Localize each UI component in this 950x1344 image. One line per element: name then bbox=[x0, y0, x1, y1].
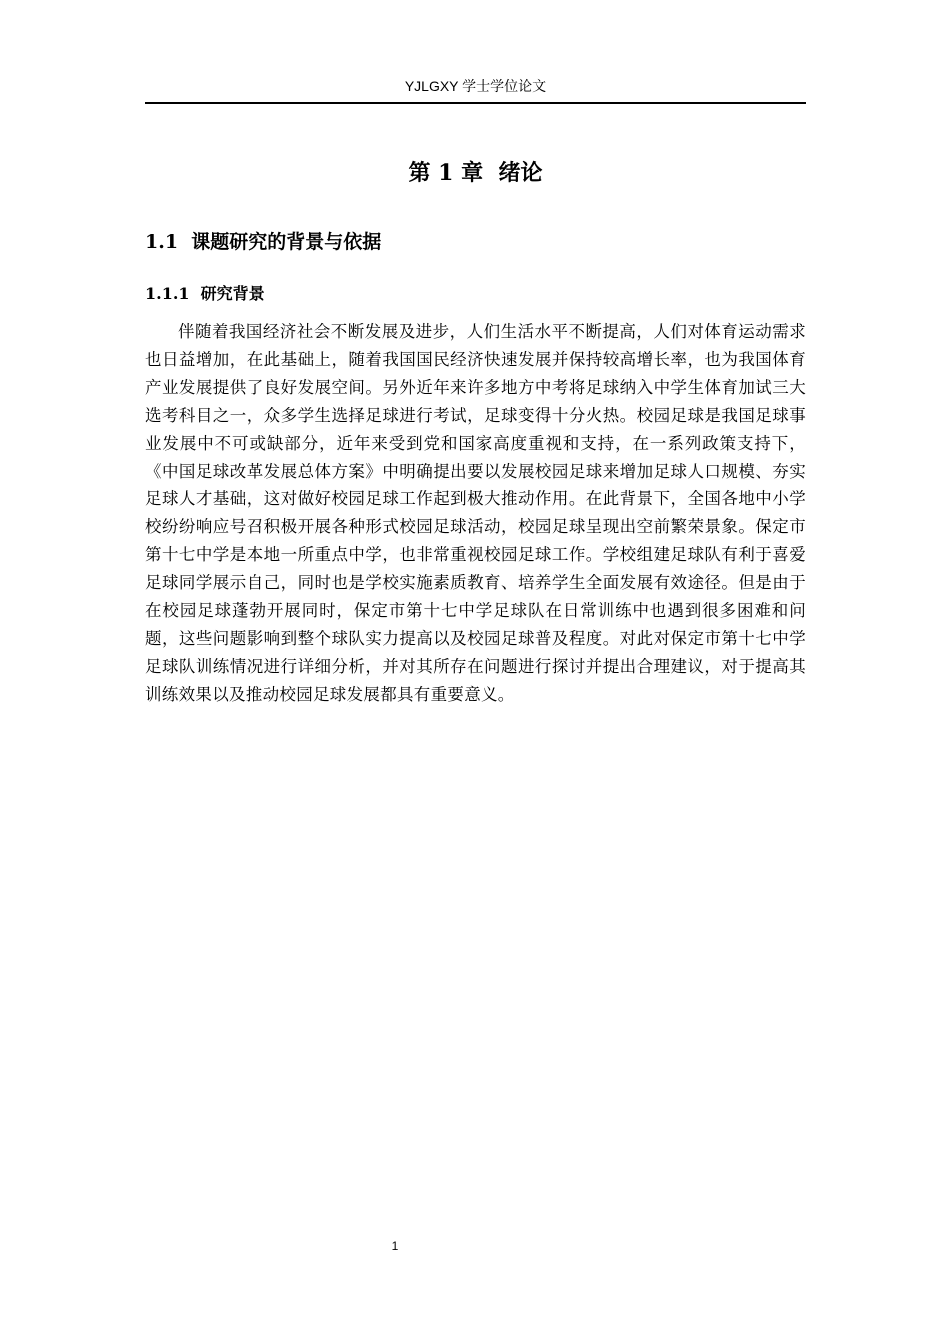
body-paragraph: 伴随着我国经济社会不断发展及进步，人们生活水平不断提高，人们对体育运动需求也日益增加，在此基础上，随着我国国民经济快速发展并保持较高增长率，也为我国体育产业发展提供了良好发展空间。另外近年来许多地方中考将足球纳入中学生体育加试三大选考科目之一，众多学生选择足球进行考试，足球变得十分火热。校园足球是我国足球事业发展中不可或缺部分，近年来受到党和国家高度重视和支持，在一系列政策支持下，《中国足球改革发展总体方案》中明确提出要以发展校园足球来增加足球人口规模、夯实足球人才基础，这对做好校园足球工作起到极大推动作用。在此背景下，全国各地中小学校纷纷响应号召积极开展各种形式校园足球活动，校园足球呈现出空前繁荣景象。保定市第十七中学是本地一所重点中学，也非常重视校园足球工作。学校组建足球队有利于喜爱足球同学展示自己，同时也是学校实施素质教育、培养学生全面发展有效途径。但是由于在校园足球蓬勃开展同时，保定市第十七中学足球队在日常训练中也遇到很多困难和问题，这些问题影响到整个球队实力提高以及校园足球普及程度。对此对保定市第十七中学足球队训练情况进行详细分析，并对其所存在问题进行探讨并提出合理建议，对于提高其训练效果以及推动校园足球发展都具有重要意义。 bbox=[145, 322, 806, 704]
section-title: 1.1 课题研究的背景与依据 bbox=[145, 231, 382, 253]
chapter-title: 第 1 章 绪论 bbox=[408, 160, 543, 186]
header-text: YJLGXY 学士学位论文 bbox=[404, 78, 547, 94]
subsection-title: 1.1.1 研究背景 bbox=[145, 284, 265, 303]
page-header bbox=[145, 76, 806, 104]
page-number: 1 bbox=[391, 1239, 399, 1253]
